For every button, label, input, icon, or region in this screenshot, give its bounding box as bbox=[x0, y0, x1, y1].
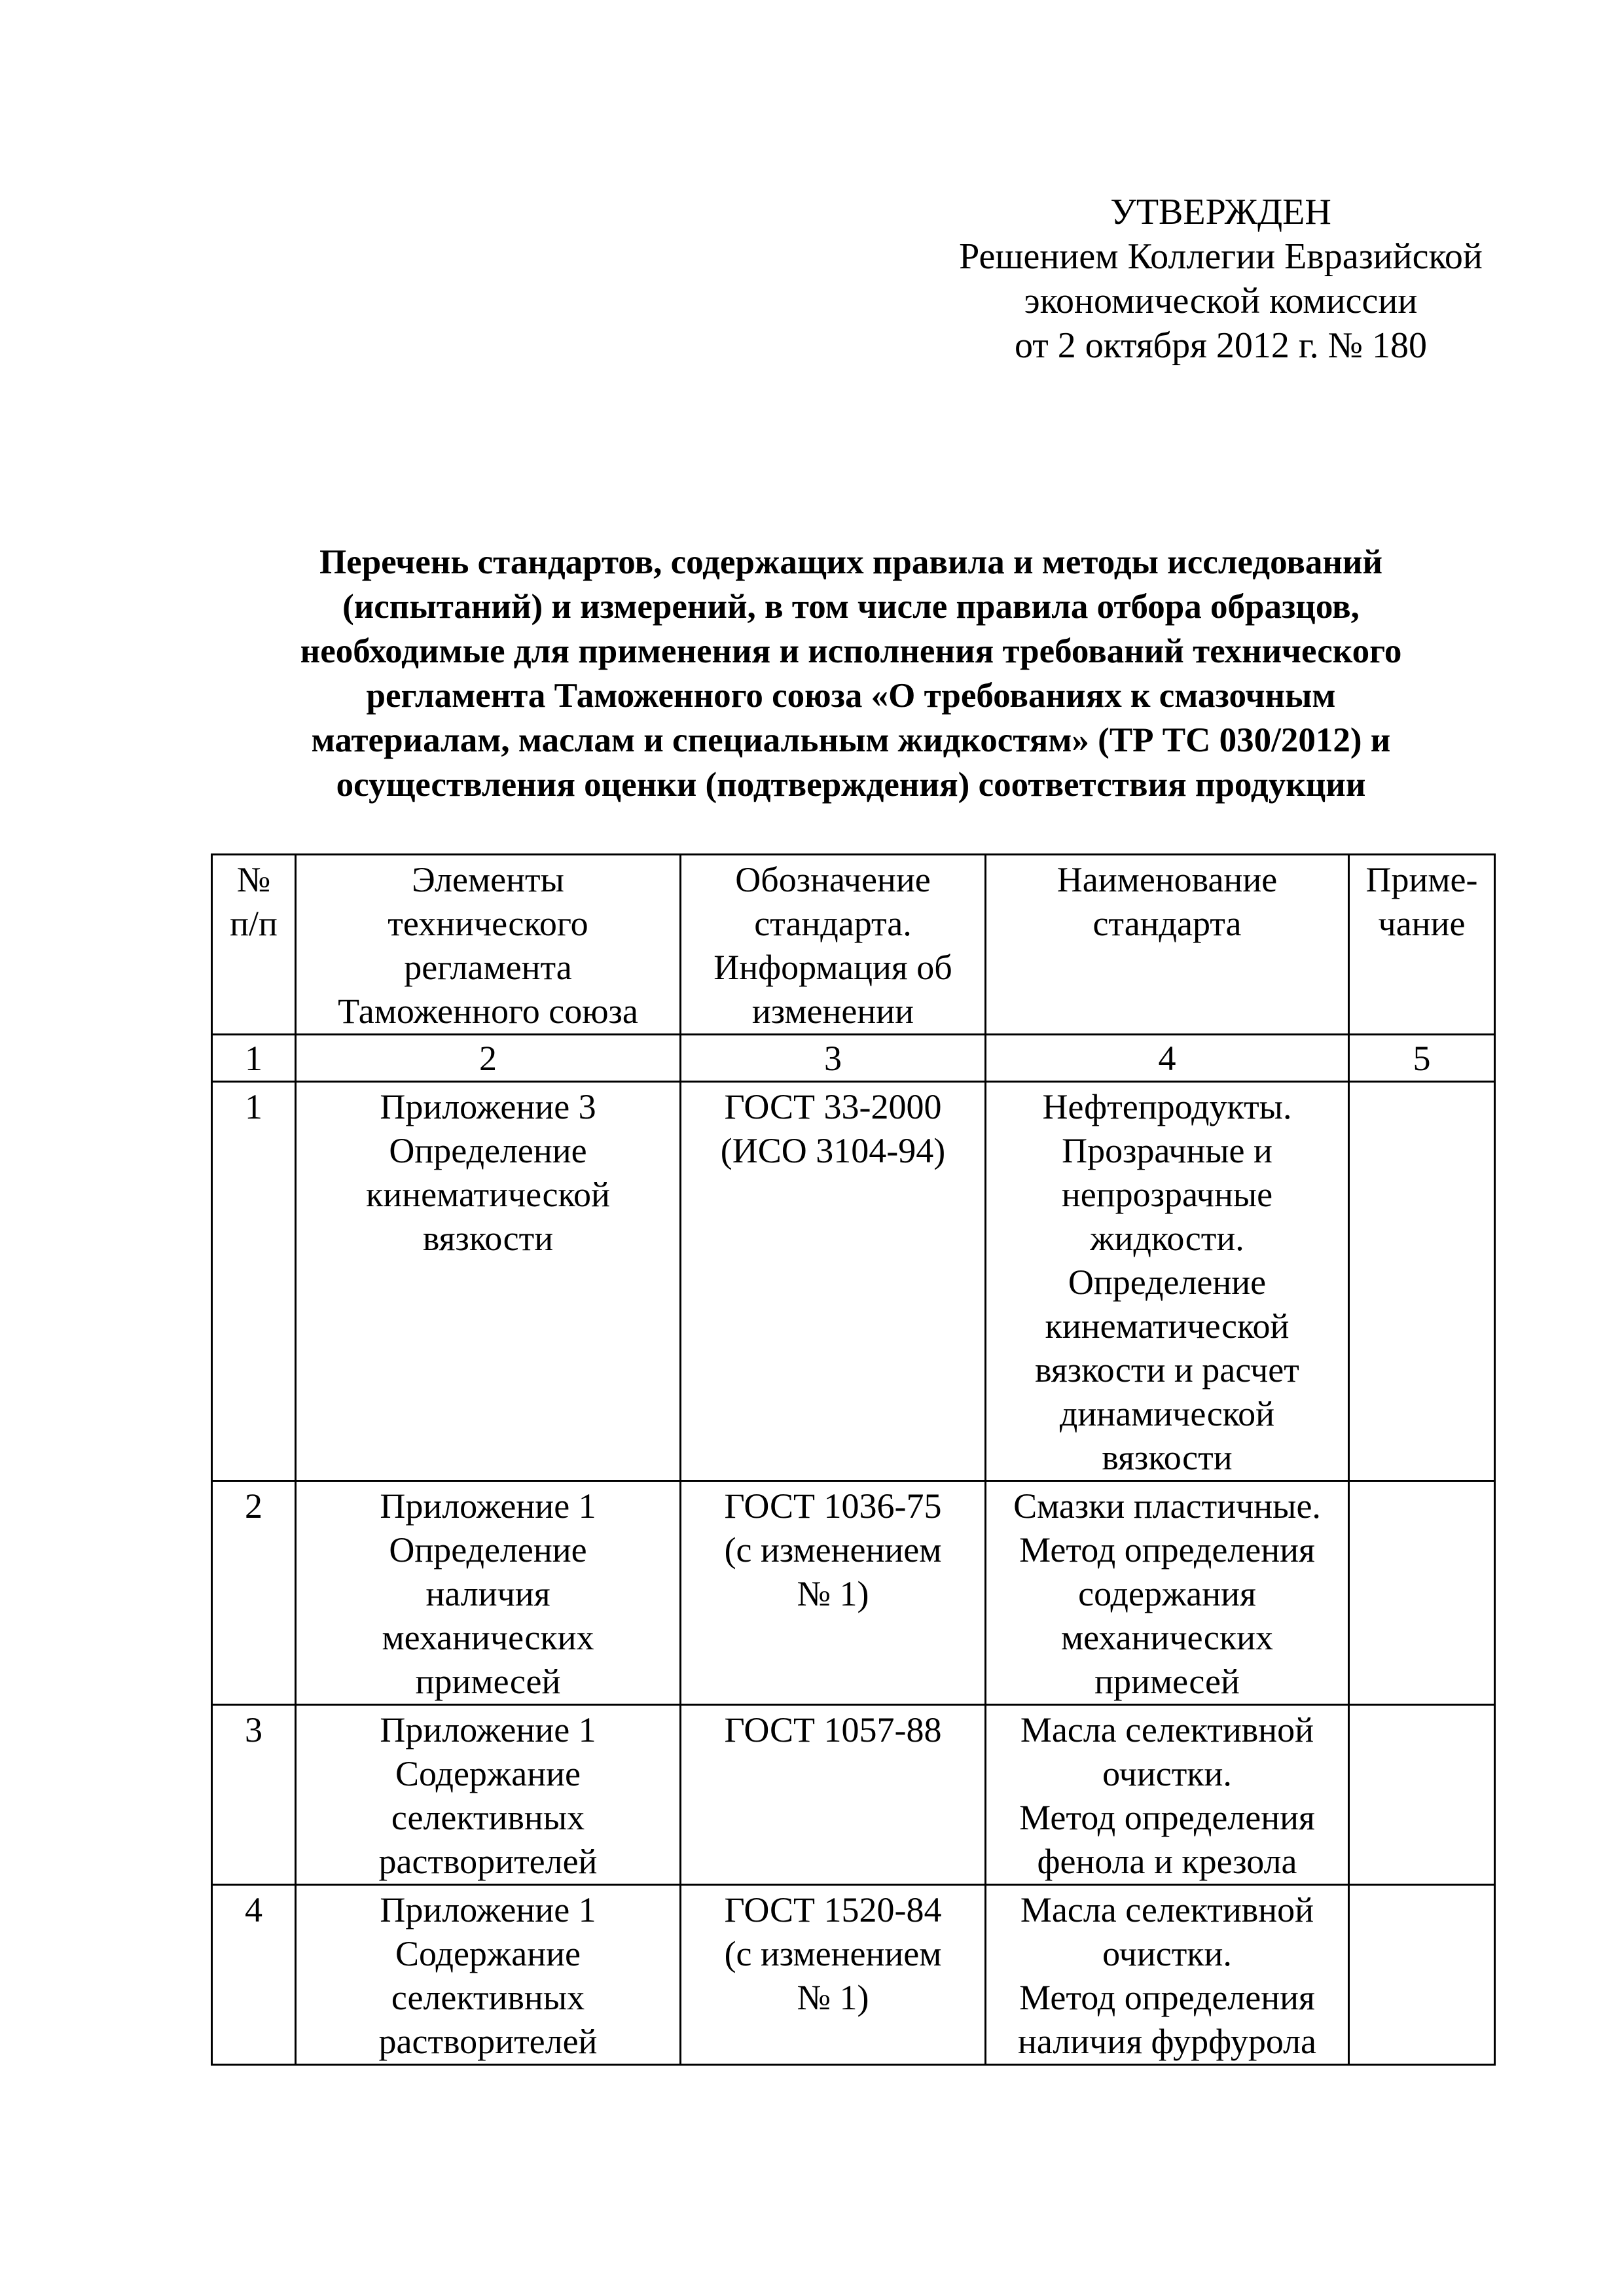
column-number: 1 bbox=[212, 1035, 296, 1082]
note-cell bbox=[1349, 1705, 1495, 1885]
note-cell bbox=[1349, 1082, 1495, 1481]
title-line: материалам, маслам и специальным жидкостям» (ТР ТС 030/2012) и bbox=[311, 721, 1391, 759]
row-number-cell: 3 bbox=[212, 1705, 296, 1885]
approval-line: УТВЕРЖДЕН bbox=[1110, 192, 1331, 232]
approval-line: Решением Коллегии Евразийской bbox=[959, 236, 1483, 277]
designation-cell: ГОСТ 1036-75 (с изменением № 1) bbox=[681, 1481, 986, 1705]
approval-stamp bbox=[916, 190, 1525, 368]
column-number: 3 bbox=[681, 1035, 986, 1082]
table-row bbox=[212, 1885, 1495, 2065]
column-number: 4 bbox=[986, 1035, 1349, 1082]
row-number-cell: 2 bbox=[212, 1481, 296, 1705]
approval-line: экономической комиссии bbox=[1024, 281, 1418, 321]
row-number-cell: 4 bbox=[212, 1885, 296, 2065]
document-title bbox=[216, 540, 1486, 807]
note-cell bbox=[1349, 1885, 1495, 2065]
header-cell-note: Приме- чание bbox=[1349, 855, 1495, 1035]
designation-cell: ГОСТ 33-2000 (ИСО 3104-94) bbox=[681, 1082, 986, 1481]
element-cell: Приложение 1 Содержание селективных растворителей bbox=[296, 1705, 681, 1885]
column-number-row bbox=[212, 1035, 1495, 1082]
standard-name-cell: Масла селективной очистки. Метод определения наличия фурфурола bbox=[986, 1885, 1349, 2065]
element-cell: Приложение 1 Определение наличия механических примесей bbox=[296, 1481, 681, 1705]
title-line: регламента Таможенного союза «О требованиях к смазочным bbox=[366, 677, 1336, 715]
title-line: (испытаний) и измерений, в том числе правила отбора образцов, bbox=[342, 588, 1360, 626]
designation-cell: ГОСТ 1520-84 (с изменением № 1) bbox=[681, 1885, 986, 2065]
standard-name-cell: Масла селективной очистки. Метод определения фенола и крезола bbox=[986, 1705, 1349, 1885]
header-cell-designation: Обозначение стандарта. Информация об изменении bbox=[681, 855, 986, 1035]
table-row bbox=[212, 1481, 1495, 1705]
element-cell: Приложение 1 Содержание селективных растворителей bbox=[296, 1885, 681, 2065]
title-line: необходимые для применения и исполнения требований технического bbox=[300, 632, 1402, 670]
title-line: Перечень стандартов, содержащих правила и методы исследований bbox=[319, 543, 1383, 581]
row-number-cell: 1 bbox=[212, 1082, 296, 1481]
header-cell-element: Элементы технического регламента Таможенного союза bbox=[296, 855, 681, 1035]
column-number: 2 bbox=[296, 1035, 681, 1082]
header-cell-number: № п/п bbox=[212, 855, 296, 1035]
approval-line: от 2 октября 2012 г. № 180 bbox=[1014, 325, 1428, 366]
designation-cell: ГОСТ 1057-88 bbox=[681, 1705, 986, 1885]
table-header-row bbox=[212, 855, 1495, 1035]
standards-table bbox=[211, 853, 1496, 2066]
standard-name-cell: Смазки пластичные. Метод определения содержания механических примесей bbox=[986, 1481, 1349, 1705]
note-cell bbox=[1349, 1481, 1495, 1705]
column-number: 5 bbox=[1349, 1035, 1495, 1082]
table-row bbox=[212, 1082, 1495, 1481]
element-cell: Приложение 3 Определение кинематической вязкости bbox=[296, 1082, 681, 1481]
title-line: осуществления оценки (подтверждения) соответствия продукции bbox=[336, 766, 1366, 804]
standard-name-cell: Нефтепродукты. Прозрачные и непрозрачные жидкости. Определение кинематической вязкости и расчет динамической вязкости bbox=[986, 1082, 1349, 1481]
table-row bbox=[212, 1705, 1495, 1885]
header-cell-name: Наименование стандарта bbox=[986, 855, 1349, 1035]
